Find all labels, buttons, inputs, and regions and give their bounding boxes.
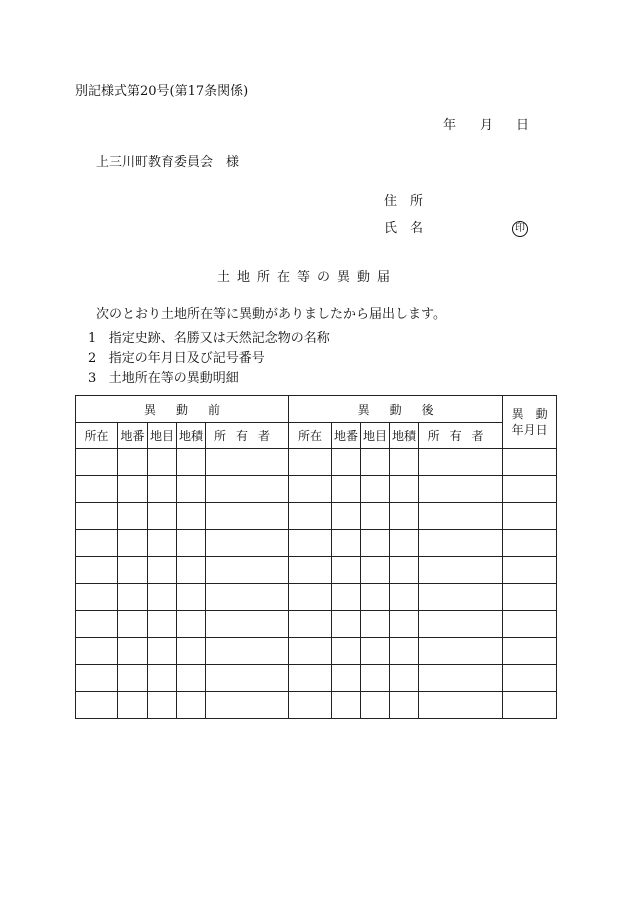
table-cell[interactable]	[289, 665, 332, 692]
table-cell[interactable]	[206, 476, 289, 503]
table-cell[interactable]	[503, 692, 557, 719]
table-cell[interactable]	[419, 692, 503, 719]
table-cell[interactable]	[503, 584, 557, 611]
table-cell[interactable]	[361, 449, 390, 476]
table-cell[interactable]	[76, 638, 118, 665]
table-cell[interactable]	[332, 665, 361, 692]
table-cell[interactable]	[76, 530, 118, 557]
table-cell[interactable]	[289, 584, 332, 611]
table-cell[interactable]	[76, 557, 118, 584]
table-cell[interactable]	[148, 638, 177, 665]
list-item-number: 1	[88, 331, 97, 346]
table-cell[interactable]	[332, 611, 361, 638]
table-cell[interactable]	[332, 557, 361, 584]
col-header-land-category: 地目	[148, 423, 177, 449]
list-item	[88, 331, 330, 347]
table-cell[interactable]	[361, 503, 390, 530]
list-item-number: 3	[88, 371, 97, 386]
table-cell[interactable]	[76, 503, 118, 530]
table-cell[interactable]	[76, 665, 118, 692]
table-cell[interactable]	[206, 584, 289, 611]
table-cell[interactable]	[206, 557, 289, 584]
table-cell[interactable]	[118, 638, 148, 665]
table-cell[interactable]	[419, 476, 503, 503]
table-cell[interactable]	[419, 449, 503, 476]
table-cell[interactable]	[503, 638, 557, 665]
table-cell[interactable]	[503, 449, 557, 476]
table-row	[76, 692, 557, 719]
table-cell[interactable]	[118, 611, 148, 638]
name-label: 氏 名	[384, 221, 424, 236]
seal-mark	[512, 220, 528, 237]
list-item	[88, 371, 239, 387]
table-cell[interactable]	[148, 557, 177, 584]
table-cell[interactable]	[289, 611, 332, 638]
table-cell[interactable]	[206, 611, 289, 638]
table-cell[interactable]	[361, 692, 390, 719]
col-header-location: 所在	[76, 423, 118, 449]
table-cell[interactable]	[289, 557, 332, 584]
seal-icon: 印	[512, 221, 528, 237]
table-cell[interactable]	[118, 557, 148, 584]
table-cell[interactable]	[206, 503, 289, 530]
table-row	[76, 638, 557, 665]
table-cell[interactable]	[289, 638, 332, 665]
table-cell[interactable]	[148, 449, 177, 476]
table-cell[interactable]	[419, 557, 503, 584]
table-cell[interactable]	[390, 530, 419, 557]
table-cell[interactable]	[177, 530, 206, 557]
table-cell[interactable]	[76, 611, 118, 638]
table-cell[interactable]	[332, 449, 361, 476]
table-cell[interactable]	[361, 638, 390, 665]
table-cell[interactable]	[206, 530, 289, 557]
list-item	[88, 351, 265, 367]
table-cell[interactable]	[332, 638, 361, 665]
table-cell[interactable]	[332, 530, 361, 557]
table-cell[interactable]	[177, 611, 206, 638]
table-cell[interactable]	[148, 530, 177, 557]
table-cell[interactable]	[361, 665, 390, 692]
table-cell[interactable]	[289, 449, 332, 476]
table-cell[interactable]	[503, 476, 557, 503]
change-details-table	[75, 395, 557, 719]
col-header-owner: 所有者	[419, 423, 503, 449]
table-cell[interactable]	[419, 503, 503, 530]
table-cell[interactable]	[148, 665, 177, 692]
table-cell[interactable]	[289, 503, 332, 530]
table-row	[76, 611, 557, 638]
table-cell[interactable]	[118, 503, 148, 530]
table-cell[interactable]	[332, 692, 361, 719]
change-date-header: 異 動 年月日	[503, 396, 557, 449]
table-cell[interactable]	[148, 503, 177, 530]
table-cell[interactable]	[148, 611, 177, 638]
document-title: 土地所在等の異動届	[217, 270, 398, 285]
table-cell[interactable]	[206, 449, 289, 476]
table-cell[interactable]	[148, 584, 177, 611]
table-row	[76, 449, 557, 476]
table-cell[interactable]	[503, 611, 557, 638]
col-header-area: 地積	[177, 423, 206, 449]
table-cell[interactable]	[118, 584, 148, 611]
table-cell[interactable]	[177, 584, 206, 611]
table-cell[interactable]	[419, 665, 503, 692]
after-change-header: 異動後	[289, 396, 503, 423]
col-header-lot-number: 地番	[332, 423, 361, 449]
table-row	[76, 503, 557, 530]
table-cell[interactable]	[177, 449, 206, 476]
table-cell[interactable]	[390, 449, 419, 476]
table-cell[interactable]	[118, 449, 148, 476]
before-change-header: 異動前	[76, 396, 289, 423]
table-cell[interactable]	[177, 665, 206, 692]
list-item-text: 指定史跡、名勝又は天然記念物の名称	[108, 331, 330, 346]
address-label: 住 所	[384, 194, 424, 209]
list-item-text: 指定の年月日及び記号番号	[108, 351, 265, 366]
table-cell[interactable]	[118, 692, 148, 719]
table-cell[interactable]	[177, 557, 206, 584]
table-cell[interactable]	[419, 584, 503, 611]
table-cell[interactable]	[76, 476, 118, 503]
table-row	[76, 530, 557, 557]
table-cell[interactable]	[503, 503, 557, 530]
table-cell[interactable]	[177, 692, 206, 719]
table-cell[interactable]	[390, 611, 419, 638]
table-cell[interactable]	[289, 530, 332, 557]
col-header-location: 所在	[289, 423, 332, 449]
table-cell[interactable]	[206, 692, 289, 719]
table-cell[interactable]	[390, 584, 419, 611]
table-cell[interactable]	[118, 476, 148, 503]
date-day-label: 日	[516, 118, 530, 133]
date-month-label: 月	[480, 118, 494, 133]
table-cell[interactable]	[76, 449, 118, 476]
table-cell[interactable]	[76, 584, 118, 611]
table-cell[interactable]	[76, 692, 118, 719]
table-cell[interactable]	[390, 638, 419, 665]
table-row	[76, 665, 557, 692]
col-header-owner: 所有者	[206, 423, 289, 449]
col-header-lot-number: 地番	[118, 423, 148, 449]
table-cell[interactable]	[206, 665, 289, 692]
table-cell[interactable]	[419, 530, 503, 557]
addressee: 上三川町教育委員会 様	[96, 155, 240, 170]
form-number: 別記様式第20号(第17条関係)	[75, 84, 249, 99]
table-cell[interactable]	[390, 557, 419, 584]
table-cell[interactable]	[148, 692, 177, 719]
table-cell[interactable]	[177, 503, 206, 530]
table-cell[interactable]	[361, 557, 390, 584]
table-cell[interactable]	[206, 638, 289, 665]
table-cell[interactable]	[419, 611, 503, 638]
table-cell[interactable]	[503, 557, 557, 584]
table-cell[interactable]	[289, 692, 332, 719]
table-cell[interactable]	[332, 503, 361, 530]
table-cell[interactable]	[390, 692, 419, 719]
col-header-area: 地積	[390, 423, 419, 449]
table-cell[interactable]	[332, 584, 361, 611]
table-cell[interactable]	[390, 503, 419, 530]
table-cell[interactable]	[390, 476, 419, 503]
table-cell[interactable]	[503, 530, 557, 557]
table-row	[76, 557, 557, 584]
col-header-land-category: 地目	[361, 423, 390, 449]
table-cell[interactable]	[118, 530, 148, 557]
date-year-label: 年	[443, 118, 457, 133]
table-cell[interactable]	[289, 476, 332, 503]
table-cell[interactable]	[361, 476, 390, 503]
table-cell[interactable]	[118, 665, 148, 692]
table-cell[interactable]	[419, 638, 503, 665]
table-cell[interactable]	[148, 476, 177, 503]
list-item-number: 2	[88, 351, 97, 366]
table-cell[interactable]	[503, 665, 557, 692]
table-cell[interactable]	[361, 584, 390, 611]
table-cell[interactable]	[361, 611, 390, 638]
table-row	[76, 476, 557, 503]
table-row	[76, 584, 557, 611]
list-item-text: 土地所在等の異動明細	[108, 371, 239, 386]
table-cell[interactable]	[361, 530, 390, 557]
table-cell[interactable]	[390, 665, 419, 692]
intro-text: 次のとおり土地所在等に異動がありましたから届出します。	[96, 307, 446, 322]
table-cell[interactable]	[177, 476, 206, 503]
table-cell[interactable]	[177, 638, 206, 665]
table-cell[interactable]	[332, 476, 361, 503]
